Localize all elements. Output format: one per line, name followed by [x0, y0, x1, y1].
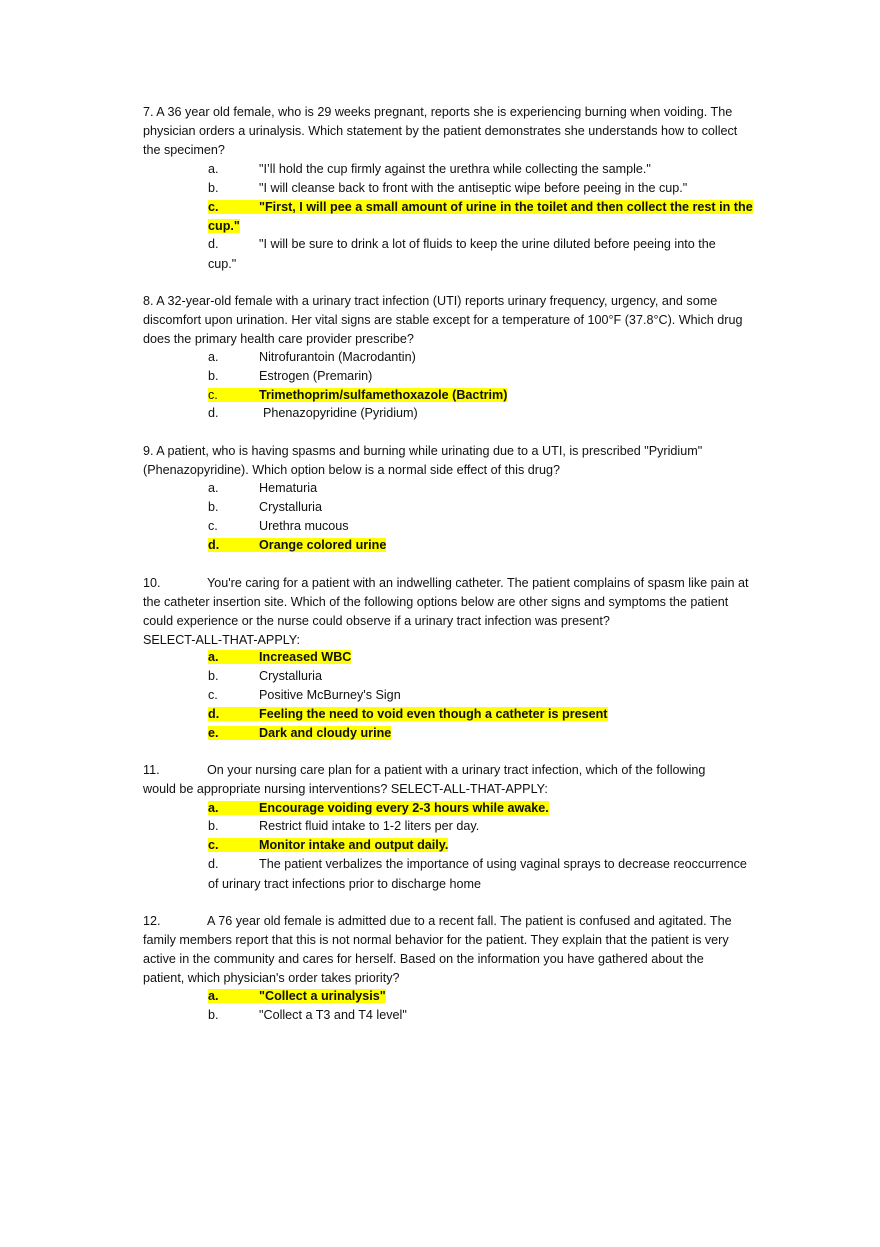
question-12-stem [143, 912, 783, 988]
question-12-option-b [208, 1006, 783, 1025]
question-8-option-b [208, 367, 783, 386]
option-letter: a. [208, 801, 219, 815]
question-8-option-c-correct [208, 386, 783, 405]
option-text: Positive McBurney's Sign [259, 688, 401, 702]
option-letter: c. [208, 838, 219, 852]
option-letter: b. [208, 181, 219, 195]
option-text: Hematuria [259, 481, 318, 495]
option-letter: c. [208, 388, 218, 402]
question-10-option-a-correct [208, 648, 783, 667]
question-8-line-1: 8. A 32-year-old female with a urinary tract infection (UTI) reports urinary frequency, urgency, and some [143, 294, 718, 308]
option-letter: d. [208, 538, 220, 552]
option-text: Crystalluria [259, 500, 322, 514]
question-number: 10. [143, 576, 161, 590]
question-7-option-c-continued [208, 217, 783, 236]
option-text: cup." [208, 257, 237, 271]
question-11-stem [143, 761, 783, 799]
question-7-line-1: 7. A 36 year old female, who is 29 weeks pregnant, reports she is experiencing burning when voiding. The [143, 105, 733, 119]
question-8-line-2: discomfort upon urination. Her vital signs are stable except for a temperature of 100°F (37.8°C). Which drug [143, 313, 743, 327]
option-letter: d. [208, 707, 220, 721]
option-text: "I will cleanse back to front with the antiseptic wipe before peeing in the cup." [259, 181, 688, 195]
question-7-option-c-correct [208, 198, 783, 217]
question-11-option-a-correct [208, 799, 783, 818]
option-text: "I will be sure to drink a lot of fluids to keep the urine diluted before peeing into the [259, 237, 716, 251]
question-12-option-a-correct [208, 987, 783, 1006]
question-7-option-d [208, 235, 783, 254]
question-9-option-a [208, 479, 783, 498]
option-letter: d. [208, 857, 219, 871]
option-text: The patient verbalizes the importance of using vaginal sprays to decrease reoccurrence [259, 857, 747, 871]
option-text: "I’ll hold the cup firmly against the urethra while collecting the sample." [259, 162, 651, 176]
question-9-option-b [208, 498, 783, 517]
question-9-option-c [208, 517, 783, 536]
option-text: Trimethoprim/sulfamethoxazole (Bactrim) [259, 388, 508, 402]
question-7-option-d-continued [208, 255, 783, 274]
question-9-line-1: 9. A patient, who is having spasms and burning while urinating due to a UTI, is prescribed "Pyridium" [143, 444, 703, 458]
option-text: Orange colored urine [259, 538, 387, 552]
option-text: Encourage voiding every 2-3 hours while awake. [259, 801, 549, 815]
question-10-line-2: the catheter insertion site. Which of the following options below are other signs and symptoms the patient [143, 595, 729, 609]
question-10-stem [143, 574, 783, 650]
question-9-option-d-correct [208, 536, 783, 555]
question-10-option-b [208, 667, 783, 686]
option-text: Nitrofurantoin (Macrodantin) [259, 350, 416, 364]
option-letter: e. [208, 726, 219, 740]
option-text: Phenazopyridine (Pyridium) [263, 406, 418, 420]
question-12-line-1: 12. A 76 year old female is admitted due to a recent fall. The patient is confused and agitated. The [143, 912, 783, 931]
option-letter: a. [208, 350, 219, 364]
option-text: Restrict fluid intake to 1-2 liters per day. [259, 819, 480, 833]
question-10-option-c [208, 686, 783, 705]
question-8-line-3: does the primary health care provider prescribe? [143, 332, 414, 346]
option-text: "Collect a urinalysis" [259, 989, 386, 1003]
question-10-line-1: 10. You're caring for a patient with an indwelling catheter. The patient complains of spasm like pain at [143, 574, 783, 593]
option-text: Feeling the need to void even though a catheter is present [259, 707, 608, 721]
question-9-line-2: (Phenazopyridine). Which option below is a normal side effect of this drug? [143, 463, 560, 477]
question-11-option-d [208, 855, 783, 874]
option-text: Dark and cloudy urine [259, 726, 392, 740]
question-7-stem [143, 103, 783, 160]
question-8-stem [143, 292, 783, 349]
option-text: Urethra mucous [259, 519, 349, 533]
question-10-line-4: SELECT-ALL-THAT-APPLY: [143, 633, 301, 647]
option-text: Crystalluria [259, 669, 322, 683]
question-number: 11. [143, 763, 160, 777]
option-letter: a. [208, 162, 219, 176]
question-7-option-a [208, 160, 783, 179]
option-text: "First, I will pee a small amount of urine in the toilet and then collect the rest in the [259, 200, 753, 214]
option-letter: d. [208, 237, 219, 251]
question-10-option-d-correct [208, 705, 783, 724]
question-11-option-c-correct [208, 836, 783, 855]
question-10-line-3: could experience or the nurse could observe if a urinary tract infection was present? [143, 614, 610, 628]
option-letter: c. [208, 519, 218, 533]
option-text: Estrogen (Premarin) [259, 369, 373, 383]
option-letter: a. [208, 481, 219, 495]
option-text: of urinary tract infections prior to discharge home [208, 877, 481, 891]
question-10-option-e-correct [208, 724, 783, 743]
option-letter: b. [208, 819, 219, 833]
question-12-line-4: patient, which physician's order takes priority? [143, 971, 400, 985]
option-letter: b. [208, 669, 219, 683]
option-letter: a. [208, 650, 219, 664]
option-text: "Collect a T3 and T4 level" [259, 1008, 407, 1022]
question-7-line-2: physician orders a urinalysis. Which statement by the patient demonstrates she understands how to collect [143, 124, 738, 138]
question-12-line-2: family members report that this is not normal behavior for the patient. They explain that the patient is very [143, 933, 729, 947]
option-letter: b. [208, 500, 219, 514]
question-11-option-d-continued [208, 875, 783, 894]
question-11-option-b [208, 817, 783, 836]
question-7-option-b [208, 179, 783, 198]
option-text: cup." [208, 219, 240, 233]
question-7-line-3: the specimen? [143, 143, 225, 157]
question-11-line-1: 11. On your nursing care plan for a patient with a urinary tract infection, which of the following [143, 761, 783, 780]
option-letter: d. [208, 406, 219, 420]
question-11-line-2: would be appropriate nursing interventions? SELECT-ALL-THAT-APPLY: [143, 782, 548, 796]
option-letter: b. [208, 369, 219, 383]
question-12-line-3: active in the community and cares for herself. Based on the information you have gathered about the [143, 952, 704, 966]
question-8-option-d [208, 404, 783, 423]
question-9-stem [143, 442, 783, 480]
question-number: 12. [143, 914, 161, 928]
option-text: Monitor intake and output daily. [259, 838, 449, 852]
option-letter: c. [208, 200, 219, 214]
question-8-option-a [208, 348, 783, 367]
option-text: Increased WBC [259, 650, 352, 664]
option-letter: a. [208, 989, 219, 1003]
option-letter: c. [208, 688, 218, 702]
option-letter: b. [208, 1008, 219, 1022]
